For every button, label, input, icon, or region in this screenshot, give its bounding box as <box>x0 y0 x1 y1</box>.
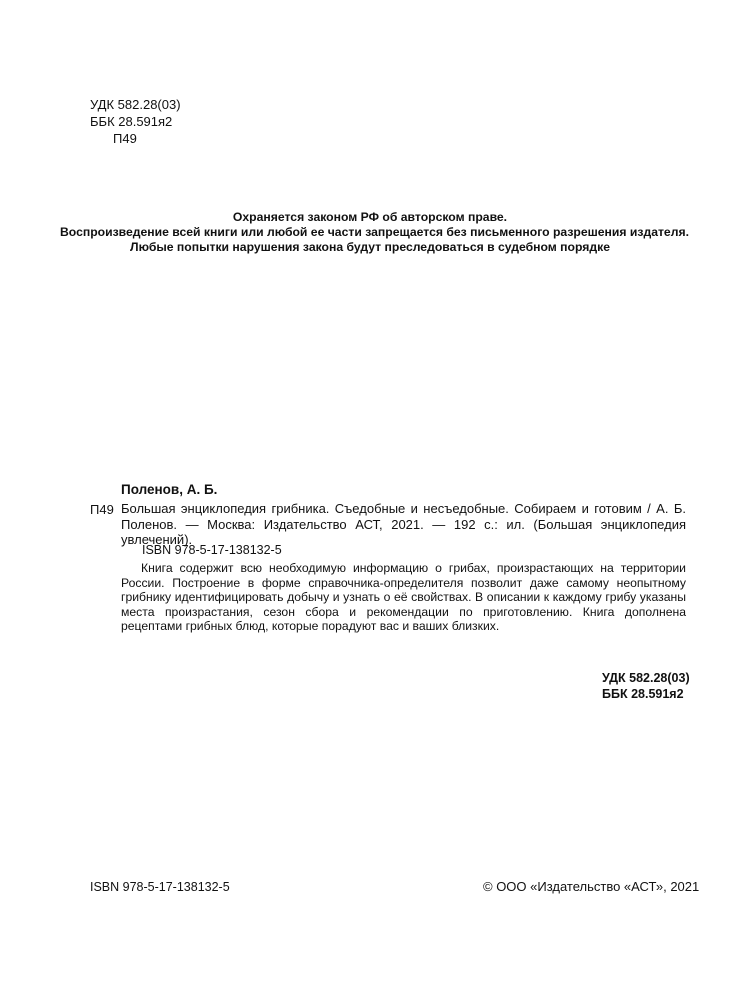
footer-copyright: © ООО «Издательство «АСТ», 2021 <box>483 879 700 894</box>
header-author-code: П49 <box>113 131 137 146</box>
copyright-notice <box>60 210 689 255</box>
card-isbn: ISBN 978-5-17-138132-5 <box>142 543 282 557</box>
copyright-line-3: Любые попытки нарушения закона будут преследоваться в судебном порядке <box>130 240 610 254</box>
card-author: Поленов, А. Б. <box>121 482 218 497</box>
footer-isbn: ISBN 978-5-17-138132-5 <box>90 880 230 894</box>
card-annotation: Книга содержит всю необходимую информацию о грибах, произрастающих на территории России. Построение в форме справочника-определителя позволит даже самому неопытному грибнику идентифицировать добычу и узнать о её свойствах. В описании к каждому грибу указаны места произрастания, сезон сбора и рекомендации по приготовлению. Книга дополнена рецептами грибных блюд, которые порадуют вас и ваших близких. <box>121 561 686 633</box>
header-udk: УДК 582.28(03) <box>90 97 181 112</box>
card-classification <box>602 670 690 702</box>
card-code: П49 <box>90 502 114 517</box>
card-udk: УДК 582.28(03) <box>602 671 690 685</box>
header-bbk: ББК 28.591я2 <box>90 114 173 129</box>
copyright-line-2: Воспроизведение всей книги или любой ее части запрещается без письменного разрешения издателя. <box>60 225 689 239</box>
copyright-line-1: Охраняется законом РФ об авторском праве. <box>232 210 508 224</box>
card-description: Большая энциклопедия грибника. Съедобные и несъедобные. Собираем и готовим / А. Б. Поленов. — Москва: Издательство АСТ, 2021. — 192 с.: ил. (Большая энциклопедия увлечений). <box>121 501 686 547</box>
card-bbk: ББК 28.591я2 <box>602 687 684 701</box>
